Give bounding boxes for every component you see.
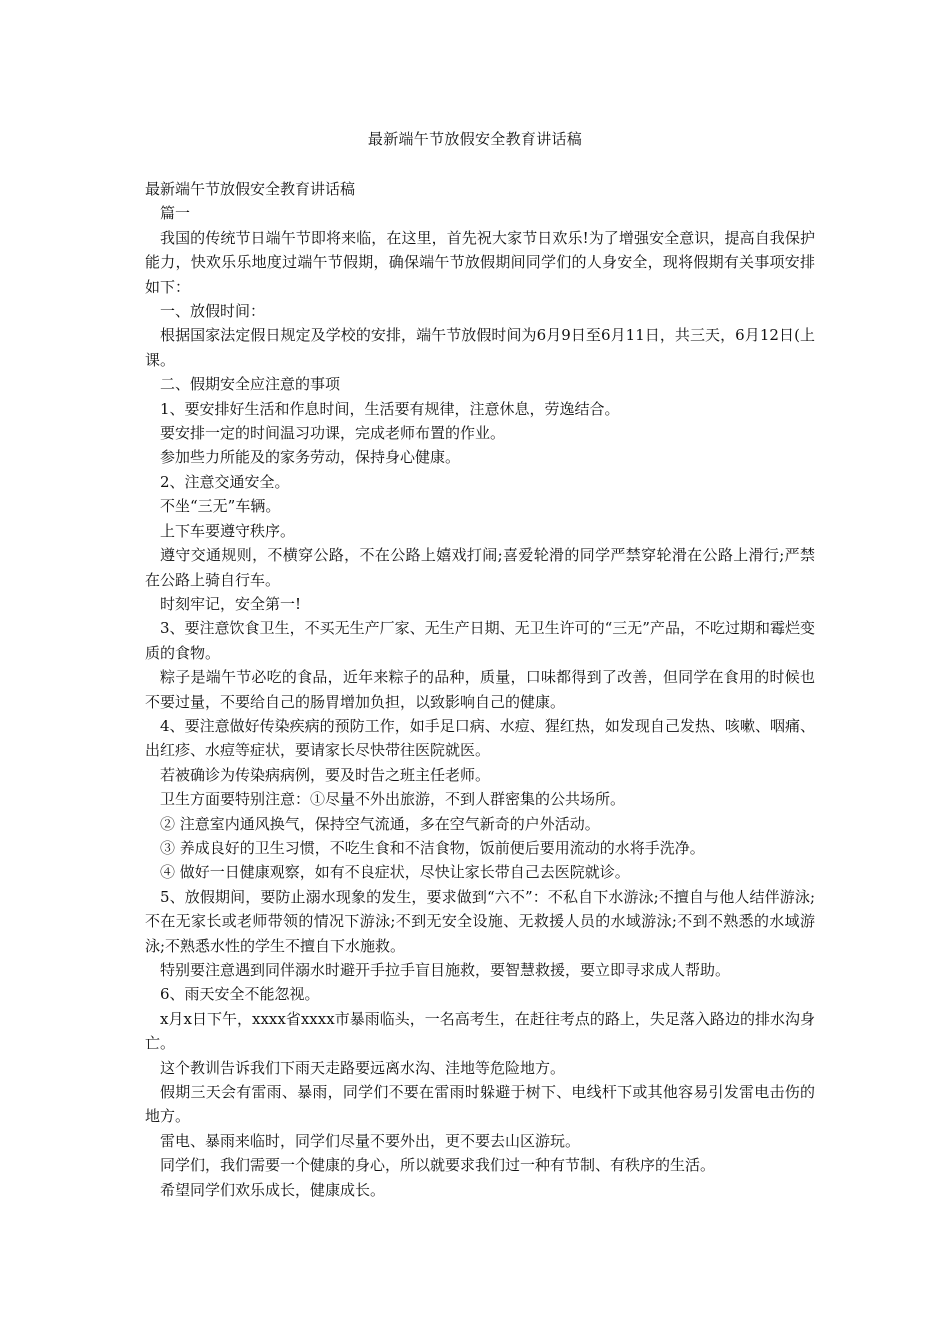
paragraph: ② 注意室内通风换气，保持空气流通，多在空气新奇的户外活动。 <box>160 814 600 833</box>
paragraph: 我国的传统节日端午节即将来临，在这里，首先祝大家节日欢乐!为了增强安全意识，提高自我保护能力，快欢乐乐地度过端午节假期，确保端午节放假期间同学们的人身安全，现将假期有关事项安排如下： <box>145 228 815 296</box>
paragraph: 篇一 <box>160 204 191 223</box>
paragraph: 6、雨天安全不能忽视。 <box>160 985 320 1004</box>
paragraph: 时刻牢记，安全第一! <box>160 594 302 613</box>
paragraph: 粽子是端午节必吃的食品，近年来粽子的品种，质量，口味都得到了改善，但同学在食用的时候也不要过量，不要给自己的肠胃增加负担，以致影响自己的健康。 <box>145 668 815 711</box>
paragraph: 要安排一定的时间温习功课，完成老师布置的作业。 <box>160 424 506 443</box>
paragraph: 这个教训告诉我们下雨天走路要远离水沟、洼地等危险地方。 <box>160 1058 566 1077</box>
paragraph: 最新端午节放假安全教育讲话稿 <box>145 180 356 198</box>
paragraph: 特别要注意遇到同伴溺水时避开手拉手盲目施救，要智慧救援，要立即寻求成人帮助。 <box>160 961 731 979</box>
paragraph: x月x日下午，xxxx省xxxx市暴雨临头，一名高考生，在赶往考点的路上，失足落入路边的排水沟身亡。 <box>145 1009 815 1053</box>
paragraph: 假期三天会有雷雨、暴雨，同学们不要在雷雨时躲避于树下、电线杆下或其他容易引发雷电击伤的地方。 <box>145 1083 815 1126</box>
paragraph: 遵守交通规则，不横穿公路，不在公路上嬉戏打闹;喜爱轮滑的同学严禁穿轮滑在公路上滑行;严禁在公路上骑自行车。 <box>145 546 815 589</box>
paragraph: 二、假期安全应注意的事项 <box>160 375 341 394</box>
paragraph: ③ 养成良好的卫生习惯，不吃生食和不洁食物，饭前便后要用流动的水将手洗净。 <box>160 838 705 857</box>
paragraph: 一、放假时间： <box>160 302 266 321</box>
paragraph: 1、要安排好生活和作息时间，生活要有规律，注意休息，劳逸结合。 <box>160 399 620 418</box>
paragraph: 4、要注意做好传染疾病的预防工作，如手足口病、水痘、猩红热，如发现自己发热、咳嗽、咽痛、出红疹、水痘等症状，要请家长尽快带往医院就医。 <box>145 716 815 760</box>
paragraph: 上下车要遵守秩序。 <box>160 521 296 540</box>
paragraph: 3、要注意饮食卫生，不买无生产厂家、无生产日期、无卫生许可的“三无”产品，不吃过期和霉烂变质的食物。 <box>145 619 815 662</box>
document-title: 最新端午节放假安全教育讲话稿 <box>367 130 583 148</box>
paragraph: 同学们，我们需要一个健康的身心，所以就要求我们过一种有节制、有秩序的生活。 <box>160 1156 716 1175</box>
paragraph: 卫生方面要特别注意：①尽量不外出旅游，不到人群密集的公共场所。 <box>160 790 626 809</box>
paragraph: 5、放假期间，要防止溺水现象的发生，要求做到“六不”：不私自下水游泳;不擅自与他人结伴游泳;不在无家长或老师带领的情况下游泳;不到无安全设施、无救援人员的水域游泳;不到不熟悉的水域游泳;不熟悉水性的学生不擅自下水施救。 <box>145 887 815 955</box>
paragraph: 根据国家法定假日规定及学校的安排，端午节放假时间为6月9日至6月11日，共三天，6月12日(上课。 <box>145 326 815 369</box>
paragraph: 雷电、暴雨来临时，同学们尽量不要外出，更不要去山区游玩。 <box>160 1131 581 1150</box>
paragraph: 若被确诊为传染病病例，要及时告之班主任老师。 <box>160 765 491 784</box>
paragraph: 不坐“三无”车辆。 <box>160 497 281 516</box>
paragraph: 希望同学们欢乐成长，健康成长。 <box>160 1180 386 1199</box>
document-body <box>145 177 815 1202</box>
paragraph: 2、注意交通安全。 <box>160 472 290 491</box>
paragraph: ④ 做好一日健康观察，如有不良症状，尽快让家长带自己去医院就诊。 <box>160 863 630 882</box>
paragraph: 参加些力所能及的家务劳动，保持身心健康。 <box>160 448 461 467</box>
